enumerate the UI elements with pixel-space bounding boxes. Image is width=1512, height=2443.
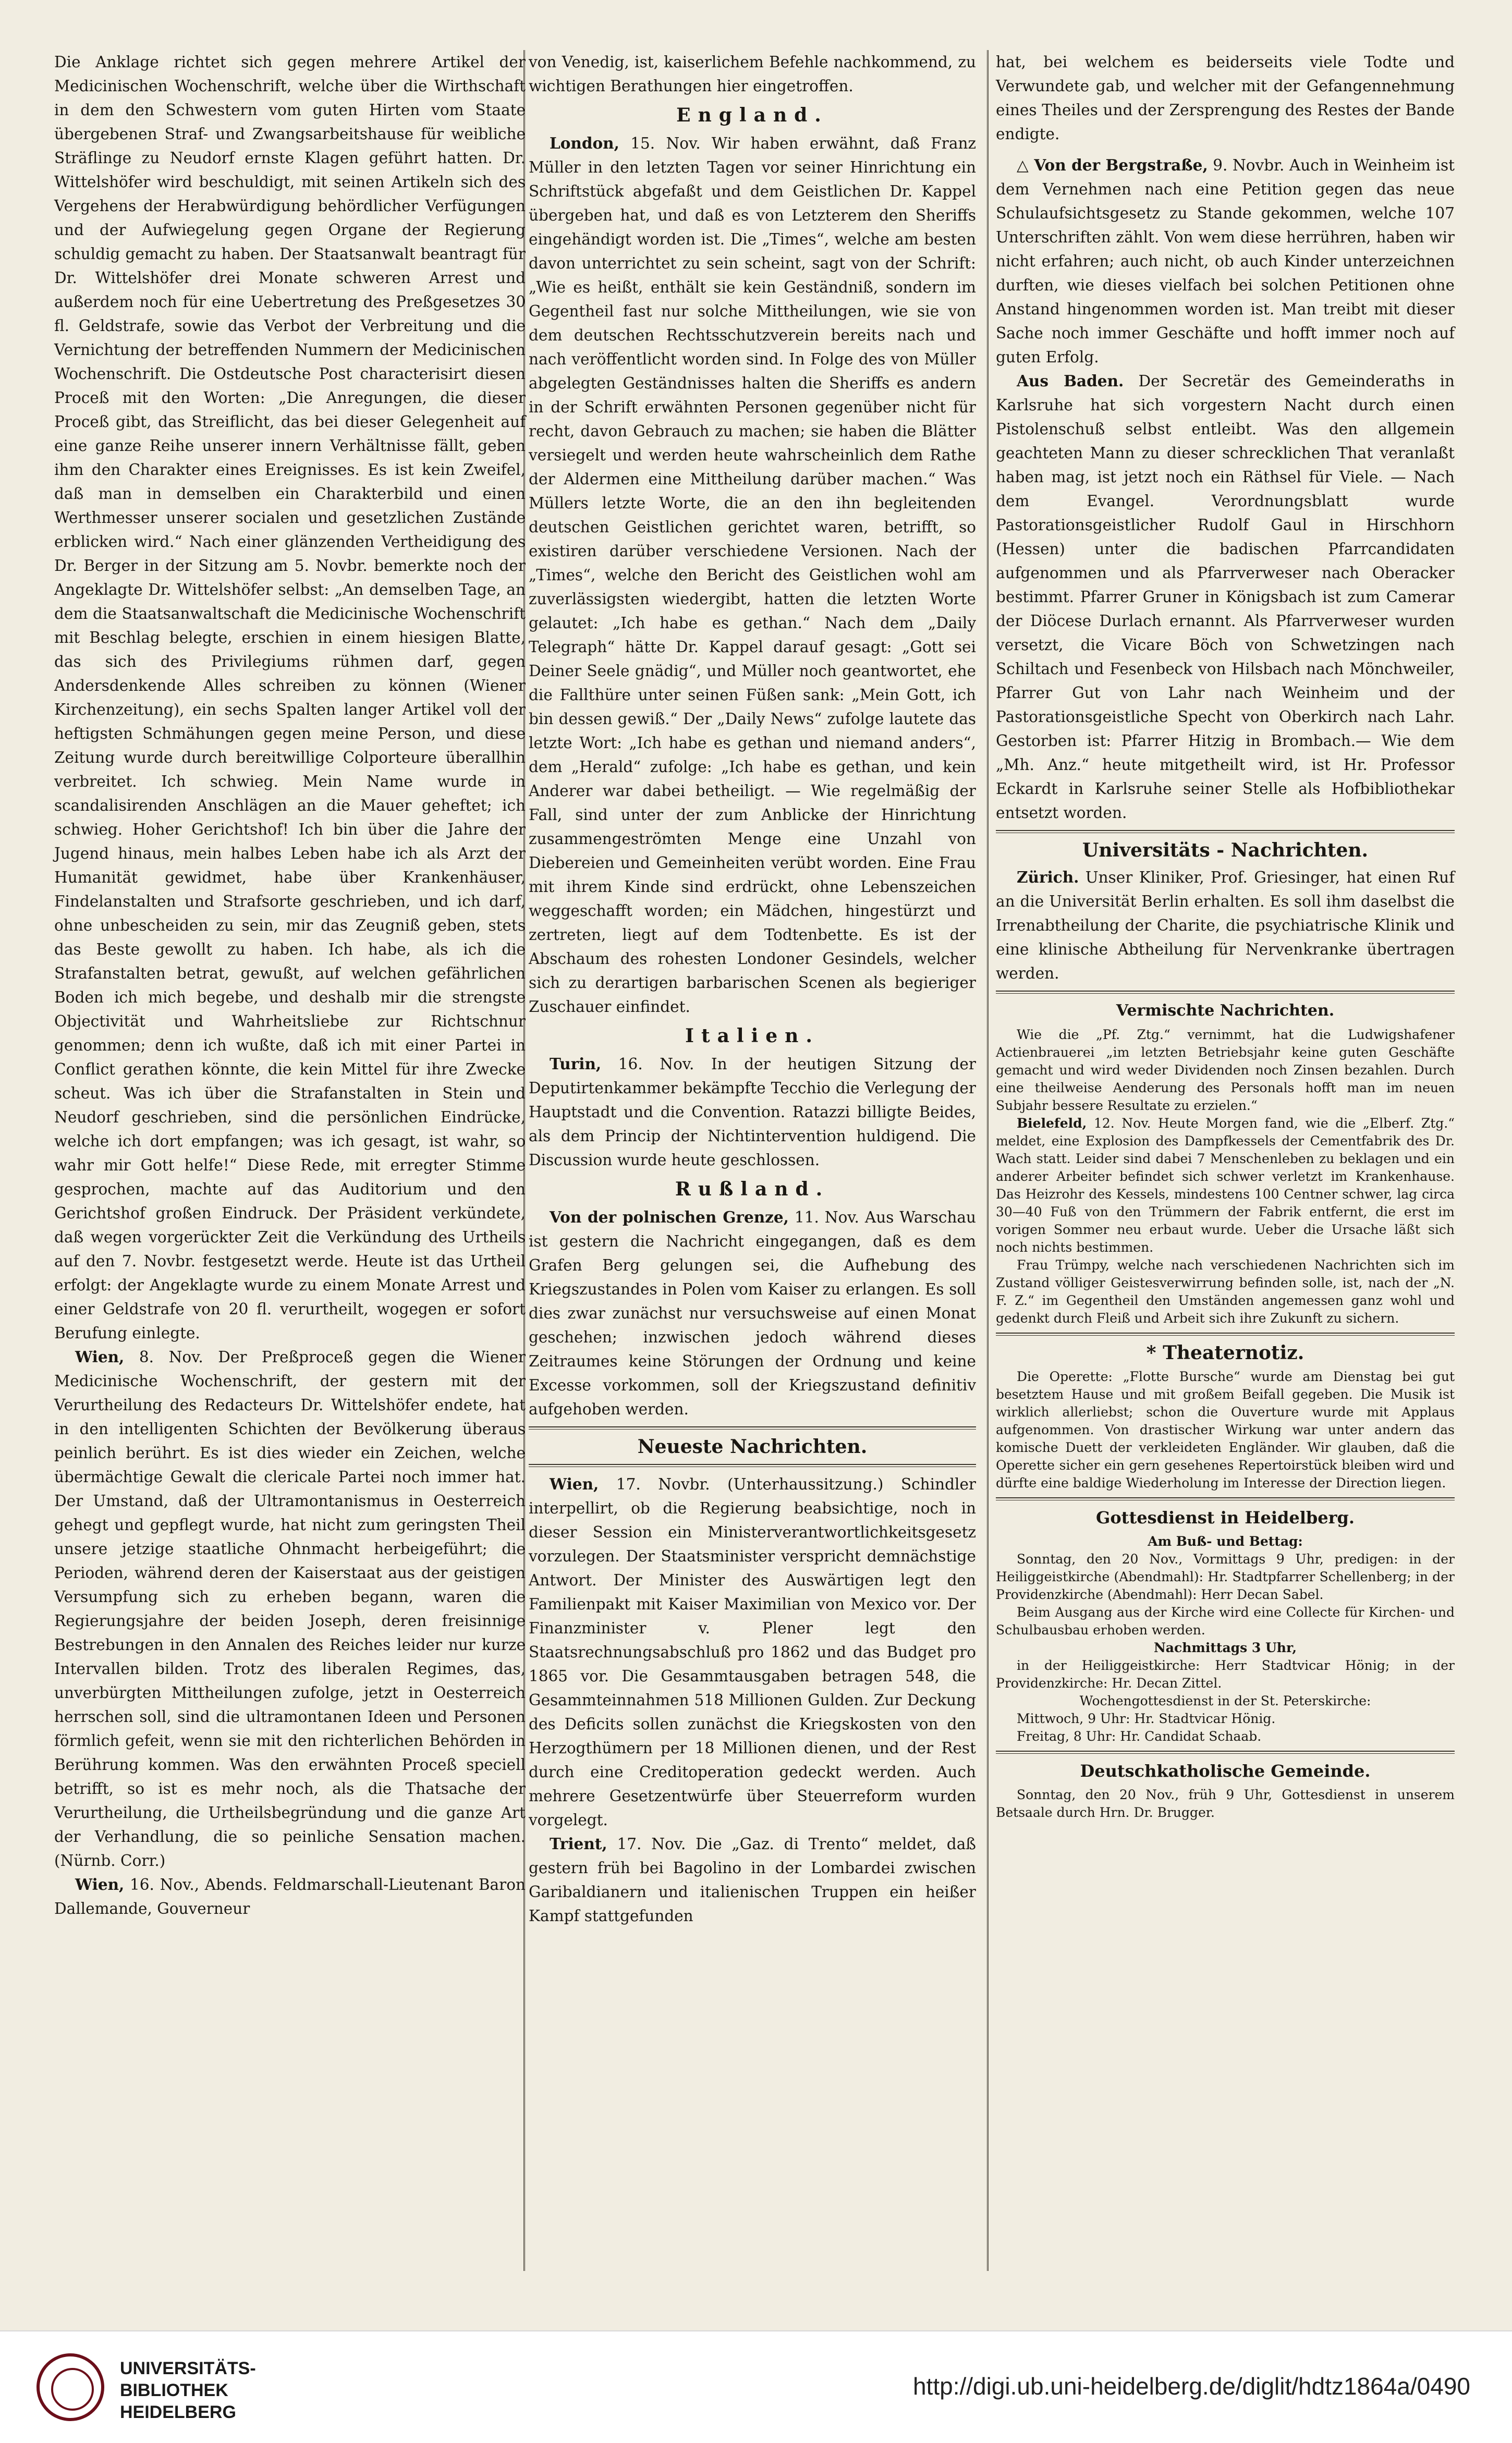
article-paragraph	[996, 1115, 1455, 1256]
library-name-line: HEIDELBERG	[120, 2402, 236, 2422]
article-text: Der Secretär des Gemeinderaths in Karlsruhe hat sich vorgestern Nacht durch einen Pistolenschuß selbst entleibt. Was den allgemein geachteten Mann zu dieser schrecklichen That veranlaßt haben mag, ist jetzt noch ein Räthsel für Viele. — Nach dem Evangel. Verordnungsblatt wurde Pastorationsgeistlicher Rudolf Gaul in Hirschhorn (Hessen) unter die badischen Pfarrcandidaten aufgenommen und als Pfarrverweser nach Oberacker bestimmt. Pfarrer Gruner in Königsbach ist zum Camerar der Diöcese Durlach ernannt. Als Pfarrverweser wurden versetzt, die Vicare Böch von Schwetzingen nach Schiltach und Fesenbeck von Hilsbach nach Mönchweiler, Pfarrer Gut von Lahr nach Weinheim und der Pastorationsgeistliche Specht von Oberkirch nach Lahr. Gestorben ist: Pfarrer Hitzig in Brombach.— Wie dem „Mh. Anz.“ heute mitgetheilt wird, ist Hr. Professor Eckardt in Karlsruhe seiner Stelle als Hofbibliothekar entsetzt worden.	[996, 372, 1455, 822]
permalink-url[interactable]: http://digi.ub.uni-heidelberg.de/diglit/hdtz1864a/0490	[912, 2373, 1470, 2400]
article-paragraph: Die Operette: „Flotte Bursche“ wurde am Dienstag bei gut besetztem Hause und mit großem Beifall gegeben. Die Musik ist wirklich allerliebst; schon die Ouverture wurde mit Applaus aufgenommen. Von drastischer Wirkung war unter andern das komische Duett der verkleideten Engländer. Wir glauben, daß die Operette sicher ein gern gesehenes Repertoirstück bleiben wird und dürfte eine baldige Wiederholung im Interesse der Direction liegen.	[996, 1369, 1455, 1491]
article-text: 17. Nov. Die „Gaz. di Trento“ meldet, daß gestern früh bei Bagolino in der Lombardei zwischen Garibaldianern und italienischen Truppen ein heißer Kampf stattgefunden	[529, 1835, 976, 1925]
dateline: Turin,	[550, 1055, 602, 1073]
section-divider	[529, 1464, 976, 1467]
section-divider	[996, 991, 1455, 994]
column-1	[54, 50, 526, 1921]
service-entry: Nachmittags 3 Uhr,	[1153, 1640, 1297, 1655]
service-entry: Sonntag, den 20 Nov., Vormittags 9 Uhr, predigen: in der Heiliggeistkirche (Abendmahl): Hr. Stadtpfarrer Schellenberg; in der Providenzkirche (Abendmahl): Herr Decan Sabel.	[996, 1552, 1455, 1602]
article-text: 17. Novbr. (Unterhaussitzung.) Schindler interpellirt, ob die Regierung beabsichtige, noch in dieser Session ein Ministerverantwortlichkeitsgesetz vorzulegen. Der Staatsminister verspricht demnächstige Antwort. Der Minister des Auswärtigen legt den Familienpakt mit Kaiser Maximilian von Mexico vor. Der Finanzminister v. Plener legt den Staatsrechnungsabschluß pro 1862 und das Budget pro 1865 vor. Die Gesammtausgaben betragen 548, die Gesammteinnahmen 518 Millionen Gulden. Zur Deckung des Deficits sollen zunächst die Kriegskosten von den Herzogthümern per 18 Millionen dienen, und der Rest durch eine Creditoperation gedeckt werden. Auch mehrere Gesetzentwürfe über Steuerreform wurden vorgelegt.	[529, 1475, 976, 1829]
article-paragraph: Frau Trümpy, welche nach verschiedenen Nachrichten sich im Zustand völliger Geistesverwirrung befinden solle, ist, nach der „N. F. Z.“ im Gegentheil den Umständen angemessen ganz wohl und gedenkt durch Fleiß und Arbeit sich ihre Zukunft zu sichern.	[996, 1257, 1455, 1326]
article-paragraph	[996, 153, 1455, 369]
article-paragraph	[529, 1832, 976, 1928]
subheading: Am Buß- und Bettag:	[1148, 1534, 1303, 1549]
dateline: Wien,	[75, 1875, 125, 1894]
article-paragraph	[529, 1205, 976, 1421]
section-divider	[996, 1751, 1455, 1754]
dateline: △ Von der Bergstraße,	[1017, 156, 1208, 174]
service-entry: in der Heiliggeistkirche: Herr Stadtvicar Hönig; in der Providenzkirche: Hr. Decan Zittel.	[996, 1658, 1455, 1691]
library-name	[120, 2358, 256, 2423]
service-entry: Wochengottesdienst in der St. Peterskirche:	[1079, 1693, 1371, 1708]
section-divider	[529, 1426, 976, 1430]
library-name-line: BIBLIOTHEK	[120, 2380, 228, 2400]
section-heading-england: England.	[676, 104, 828, 126]
column-3	[996, 50, 1455, 1822]
service-entry: Freitag, 8 Uhr: Hr. Candidat Schaab.	[1017, 1729, 1262, 1744]
article-paragraph	[996, 369, 1455, 825]
library-footer	[0, 2330, 1512, 2443]
dateline: Von der polnischen Grenze,	[550, 1208, 789, 1226]
section-divider	[996, 830, 1455, 833]
section-heading-universitaet: Universitäts - Nachrichten.	[1082, 839, 1369, 861]
dateline: London,	[550, 134, 619, 152]
dateline: Trient,	[550, 1835, 607, 1853]
column-rule	[987, 50, 989, 2271]
article-paragraph	[529, 131, 976, 1019]
service-entry: Beim Ausgang aus der Kirche wird eine Collecte für Kirchen- und Schulbausbau erhoben werden.	[996, 1605, 1455, 1638]
article-paragraph	[54, 1873, 526, 1921]
section-heading-gottesdienst: Gottesdienst in Heidelberg.	[1095, 1508, 1355, 1528]
article-paragraph	[529, 1052, 976, 1172]
article-paragraph	[529, 1472, 976, 1832]
article-text: 16. Nov. In der heutigen Sitzung der Deputirtenkammer bekämpfte Tecchio die Verlegung der Hauptstadt und die Convention. Ratazzi billigte Beides, als dem Princip der Nichtintervention huldigend. Die Discussion wurde heute geschlossen.	[529, 1055, 976, 1169]
article-paragraph: hat, bei welchem es beiderseits viele Todte und Verwundete gab, und welcher mit der Gefangennehmung eines Theiles und der Zersprengung des Restes der Bande endigte.	[996, 53, 1455, 143]
article-paragraph: von Venedig, ist, kaiserlichem Befehle nachkommend, zu wichtigen Berathungen hier eingetroffen.	[529, 53, 976, 95]
article-text: 11. Nov. Aus Warschau ist gestern die Nachricht eingegangen, daß es dem Grafen Berg gelungen sei, die Aufhebung des Kriegszustandes in Polen vom Kaiser zu erlangen. Es soll dies zwar zunächst nur versuchsweise auf einen Monat geschehen; inzwischen jedoch während dieses Zeitraumes keine Störungen der Ordnung und keine Excesse vorkommen, soll der Kriegszustand definitiv aufgehoben werden.	[529, 1208, 976, 1418]
service-entry: Mittwoch, 9 Uhr: Hr. Stadtvicar Hönig.	[1017, 1711, 1276, 1726]
section-heading-neueste: Neueste Nachrichten.	[637, 1436, 868, 1458]
article-paragraph: Wie die „Pf. Ztg.“ vernimmt, hat die Ludwigshafener Actienbrauerei „im letzten Betriebsjahr keine guten Geschäfte gemacht und wird weder Dividenden noch Zinsen bezahlen. Durch eine theilweise Aenderung des Personals hofft man im neuen Subjahr bessere Resultate zu erzielen.“	[996, 1027, 1455, 1113]
dateline: Zürich.	[1017, 868, 1079, 886]
article-text: 16. Nov., Abends. Feldmarschall-Lieutenant Baron Dallemande, Gouverneur	[54, 1876, 526, 1917]
section-heading-deutschkatholisch: Deutschkatholische Gemeinde.	[1080, 1761, 1371, 1781]
section-heading-italien: Italien.	[685, 1025, 820, 1047]
article-paragraph	[996, 865, 1455, 985]
article-paragraph: Die Anklage richtet sich gegen mehrere Artikel der Medicinischen Wochenschrift, welche über die Wirthschaft in dem den Schwestern vom guten Hirten vom Staate übergebenen Straf- und Zwangsarbeitshause für weibliche Sträflinge zu Neudorf ernste Klagen geführt hatten. Dr. Wittelshöfer wird beschuldigt, mit seinen Artikeln sich des Vergehens der Herabwürdigung behördlicher Verfügungen und der Aufwiegelung gegen Organe der Regierung schuldig gemacht zu haben. Der Staatsanwalt beantragt für Dr. Wittelshöfer drei Monate schweren Arrest und außerdem noch für eine Uebertretung des Preßgesetzes 30 fl. Geldstrafe, sowie das Verbot der Verbreitung und die Vernichtung der betreffenden Nummern der Medicinischen Wochenschrift. Die Ostdeutsche Post characterisirt diesen Proceß mit den Worten: „Die Anregungen, die dieser Proceß gibt, das Streiflicht, das bei dieser Gelegenheit auf eine ganze Reihe unserer innern Verhältnisse fällt, geben ihm den Charakter eines Ereignisses. Es ist kein Zweifel, daß man in demselben ein Charakterbild und einen Werthmesser unserer socialen und gesetzlichen Zustände erblicken wird.“ Nach einer glänzenden Vertheidigung des Dr. Berger in der Sitzung am 5. Novbr. bemerkte noch der Angeklagte Dr. Wittelshöfer selbst: „An demselben Tage, an dem die Staatsanwaltschaft die Medicinische Wochenschrift mit Beschlag belegte, erschien in einem hiesigen Blatte, das sich des Privilegiums rühmen darf, gegen Andersdenkende Alles schreiben zu können (Wiener Kirchenzeitung), ein sechs Spalten langer Artikel voll der heftigsten Schmähungen gegen meine Person, und diese Zeitung wurde durch bereitwillige Colporteure überallhin verbreitet. Ich schwieg. Mein Name wurde in scandalisirenden Anschlägen an die Mauer geheftet; ich schwieg. Hoher Gerichtshof! Ich bin über die Jahre der Jugend hinaus, mein halbes Leben habe ich als Arzt der Humanität gewidmet, habe über Krankenhäuser, Findelanstalten und Strafsorte geschrieben, und ich darf, ohne unbescheiden zu sein, mir das Zeugniß geben, stets das Beste gewollt zu haben. Ich habe, als ich die Strafanstalten betrat, gewußt, auf welchen gefährlichen Boden ich mich begebe, und deshalb mir die strengste Objectivität und Wahrheitsliebe zur Richtschnur genommen; denn ich wußte, daß ich mit einer Partei in Conflict gerathen könnte, die kein Mittel für ihre Zwecke scheut. Was ich über die Strafanstalten in Stein und Neudorf geschrieben, sind die persönlichen Eindrücke, welche ich dort empfangen; was ich gesagt, ist wahr, so wahr mir Gott helfe!“ Diese Rede, mit erregter Stimme gesprochen, machte auf das Auditorium und den Gerichtshof großen Eindruck. Der Präsident verkündete, daß wegen vorgerückter Zeit die Verkündung des Urtheils auf den 7. Novbr. festgesetzt werde. Heute ist das Urtheil erfolgt: der Angeklagte wurde zu einem Monate Arrest und einer Geldstrafe von 20 fl. verurtheilt, wogegen er sofort Berufung einlegte.	[54, 53, 526, 1342]
university-seal-icon	[36, 2353, 104, 2421]
article-paragraph	[54, 1345, 526, 1873]
section-heading-theater: * Theaternotiz.	[1146, 1342, 1304, 1364]
column-2	[529, 50, 976, 1928]
dateline: Bielefeld,	[1017, 1116, 1087, 1131]
article-text: Unser Kliniker, Prof. Griesinger, hat einen Ruf an die Universität Berlin erhalten. Es soll ihm daselbst die Irrenabtheilung der Charite, die psychiatrische Klinik und eine klinische Abtheilung für Nervenkranke übertragen werden.	[996, 869, 1455, 982]
dateline: Wien,	[550, 1475, 599, 1493]
article-text: 15. Nov. Wir haben erwähnt, daß Franz Müller in den letzten Tagen vor seiner Hinrichtung ein Schriftstück abgefaßt und dem Geistlichen Dr. Kappel übergeben hat, und daß es von Letzterem den Sheriffs eingehändigt worden ist. Die „Times“, welche am besten davon unterrichtet zu sein scheint, sagt von der Schrift: „Wie es heißt, enthält sie kein Geständniß, sondern im Gegentheil fast nur solche Mittheilungen, wie sie von dem deutschen Rechtsschutzverein bereits nach und nach veröffentlicht worden sind. In Folge des von Müller abgelegten Geständnisses halten die Sheriffs es andern in der Schrift erwähnten Personen gegenüber nicht für recht, davon Gebrauch zu machen; sie haben die Blätter versiegelt und werden heute wahrscheinlich dem Rathe der Aldermen eine Mittheilung darüber machen.“ Was Müllers letzte Worte, die an den ihn begleitenden deutschen Geistlichen gerichtet waren, betrifft, so existiren darüber verschiedene Versionen. Nach der „Times“, welche den Bericht des Geistlichen wohl am zuverlässigsten wiedergibt, hatten die letzten Worte gelautet: „Ich habe es gethan.“ Nach dem „Daily Telegraph“ hätte Dr. Kappel darauf gesagt: „Gott sei Deiner Seele gnädig“, und Müller noch geantwortet, ehe die Fallthüre unter seinen Füßen sank: „Mein Gott, ich bin dessen gewiß.“ Der „Daily News“ zufolge lautete das letzte Wort: „Ich habe es gethan und niemand anders“, dem „Herald“ zufolge: „Ich habe es gethan, und kein Anderer war dabei betheiligt. — Wie regelmäßig der Fall, sind unter der zum Anblicke der Hinrichtung zusammengeströmten Menge eine Unzahl von Diebereien und Gemeinheiten verübt worden. Eine Frau mit ihrem Kinde sind erdrückt, ohne Lebenszeichen weggeschafft worden; ein Mädchen, hingestürzt und zertreten, liegt auf dem Todtenbette. Es ist der Abschaum des rohesten Londoner Gesindels, welcher sich zu derartigen barbarischen Scenen als begieriger Zuschauer einfindet.	[529, 135, 976, 1016]
section-divider	[996, 1333, 1455, 1336]
dateline: Wien,	[75, 1348, 125, 1366]
section-heading-vermischte: Vermischte Nachrichten.	[1116, 1001, 1335, 1020]
service-entry: Sonntag, den 20 Nov., früh 9 Uhr, Gottesdienst in unserem Betsaale durch Hrn. Dr. Brugger.	[996, 1787, 1455, 1820]
library-name-line: UNIVERSITÄTS-	[120, 2359, 256, 2378]
article-text: 12. Nov. Heute Morgen fand, wie die „Elberf. Ztg.“ meldet, eine Explosion des Dampfkessels der Cementfabrik des Dr. Wach statt. Leider sind dabei 7 Menschenleben zu beklagen und ein anderer Arbeiter befindet sich schwer verletzt im Krankenhause. Das Heizrohr des Kessels, mindestens 100 Centner schwer, lag circa 30—40 Fuß von den Trümmern der Fabrik entfernt, die erst im vorigen Sommer neu erbaut wurde. Ueber die Ursache läßt sich noch nichts bestimmen.	[996, 1116, 1455, 1255]
article-text: 9. Novbr. Auch in Weinheim ist dem Vernehmen nach eine Petition gegen das neue Schulaufsichtsgesetz zu Stande gekommen, welche 107 Unterschriften zählt. Von wem diese herrühren, haben wir nicht erfahren; auch nicht, ob auch Kinder unterzeichnen durften, wie dieses vielfach bei solchen Petitionen ohne Anstand hingenommen worden ist. Man treibt mit dieser Sache noch immer Geschäfte und hofft immer noch auf guten Erfolg.	[996, 156, 1455, 366]
dateline: Aus Baden.	[1017, 372, 1124, 390]
article-text: 8. Nov. Der Preßproceß gegen die Wiener Medicinische Wochenschrift, der gestern mit der Verurtheilung des Redacteurs Dr. Wittelshöfer endete, hat in den intelligenten Schichten der Bevölkerung überaus peinlich berührt. Es ist dies wieder ein Zeichen, welche übermächtige Gewalt die clericale Partei noch immer hat. Der Umstand, daß der Ultramontanismus in Oesterreich gehegt und gepflegt wurde, hat nicht zum geringsten Theil unsere jetzige staatliche Ohnmacht herbeigeführt; die Perioden, während deren der Kaiserstaat aus der geistigen Versumpfung sich zu erheben begann, waren die Regierungsjahre der beiden Joseph, deren freisinnige Bestrebungen in den Annalen des Reiches leider nur kurze Intervallen bilden. Trotz des liberalen Regimes, das, unverbürgten Mittheilungen zufolge, jetzt in Oesterreich herrschen soll, sind die ultramontanen Ideen und Personen förmlich gefeit, wenn sie mit den richterlichen Behörden in Berührung kommen. Was den erwähnten Proceß speciell betrifft, so ist es mehr noch, als die Thatsache der Verurtheilung, die Urtheilsbegründung und die ganze Art der Verhandlung, die so peinliche Sensation machen. (Nürnb. Corr.)	[54, 1348, 526, 1870]
section-divider	[996, 1497, 1455, 1500]
section-heading-russland: Rußland.	[675, 1178, 830, 1200]
